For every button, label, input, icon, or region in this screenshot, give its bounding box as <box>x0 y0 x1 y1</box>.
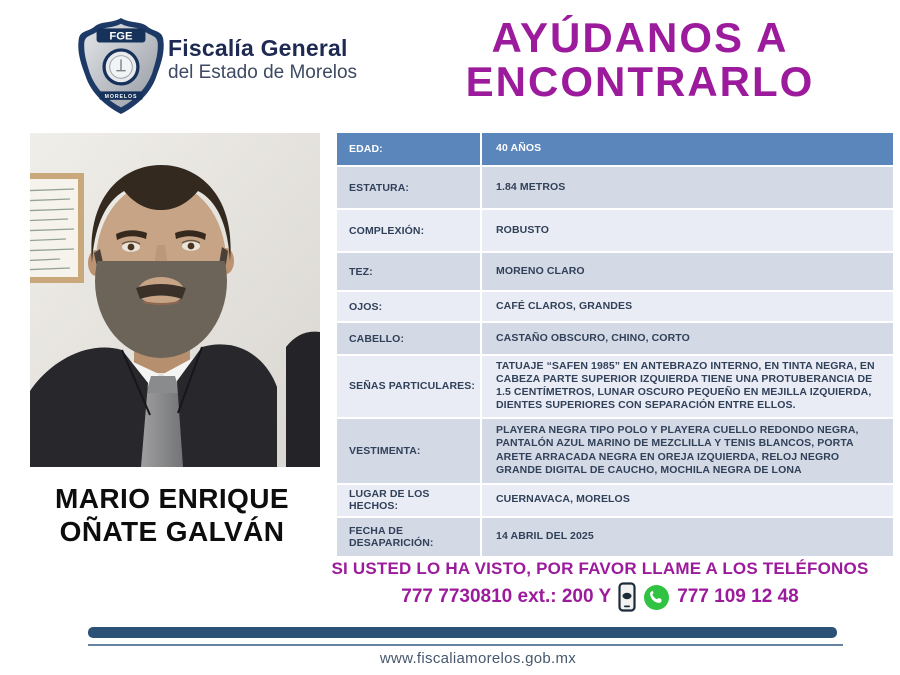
details-table <box>337 133 893 558</box>
table-row-value: MORENO CLARO <box>496 264 585 277</box>
footer-divider-bar <box>88 627 837 638</box>
table-row-value: TATUAJE “SAFEN 1985” EN ANTEBRAZO INTERNO, EN TINTA NEGRA, EN CABEZA PARTE SUPERIOR IZQUIERDA TIENE UNA PROTUBERANCIA DE 1.5 CENTÍMETROS, LUNAR OSCURO PEQUEÑO EN MEJILLA IZQUIERDA, DIENTES SUPERIORES CON SEPARACIÓN ENTRE ELLOS. <box>496 360 875 412</box>
table-row-label: VESTIMENTA: <box>337 419 482 483</box>
contact-block <box>300 559 900 612</box>
table-row-label: CABELLO: <box>337 323 482 354</box>
contact-phone-1: 777 7730810 ext.: 200 Y <box>401 586 612 607</box>
table-row-fecha-desaparicion <box>337 518 893 556</box>
table-row-tez <box>337 253 893 290</box>
footer-divider-line <box>88 644 843 646</box>
table-row-cabello <box>337 323 893 354</box>
table-row-ojos <box>337 292 893 321</box>
table-row-value: 40 AÑOS <box>496 142 542 155</box>
table-row-value: 14 ABRIL DEL 2025 <box>496 529 594 542</box>
table-row-value: CUERNAVACA, MORELOS <box>496 493 630 506</box>
table-row-label: SEÑAS PARTICULARES: <box>337 356 482 417</box>
table-row-lugar-hechos <box>337 485 893 516</box>
person-name-line2: OÑATE GALVÁN <box>59 516 285 548</box>
table-row-vestimenta <box>337 419 893 483</box>
agency-name-line2: del Estado de Morelos <box>168 61 358 83</box>
table-row-complexion <box>337 210 893 251</box>
table-row-label: OJOS: <box>337 292 482 321</box>
agency-name <box>168 36 357 83</box>
table-row-label: FECHA DE DESAPARICIÓN: <box>337 518 482 556</box>
person-name <box>8 482 336 548</box>
contact-message: SI USTED LO HA VISTO, POR FAVOR LLAME A LOS TELÉFONOS <box>331 559 869 578</box>
table-row-value: CASTAÑO OBSCURO, CHINO, CORTO <box>496 331 690 344</box>
whatsapp-icon <box>643 584 670 611</box>
framed-document <box>30 173 84 283</box>
table-row-label: COMPLEXIÓN: <box>337 210 482 251</box>
fge-badge-logo <box>74 16 168 116</box>
table-row-label: EDAD: <box>337 133 482 165</box>
table-row-value: 1.84 METROS <box>496 180 566 193</box>
poster-title <box>380 16 900 104</box>
table-row-value: CAFÉ CLAROS, GRANDES <box>496 299 633 312</box>
table-row-value: ROBUSTO <box>496 223 550 236</box>
table-row-senas-particulares <box>337 356 893 417</box>
person-name-line1: MARIO ENRIQUE <box>55 483 289 514</box>
missing-person-photo <box>30 133 320 467</box>
website-url: www.fiscaliamorelos.gob.mx <box>379 650 577 667</box>
contact-phone-2: 777 109 12 48 <box>677 586 799 607</box>
agency-name-line1: Fiscalía General <box>168 35 348 61</box>
table-row-estatura <box>337 167 893 208</box>
badge-bottom-text: MORELOS <box>104 93 138 100</box>
table-row-edad <box>337 133 893 165</box>
table-row-label: LUGAR DE LOS HECHOS: <box>337 485 482 516</box>
contact-phones <box>300 582 900 612</box>
poster-title-line1: AYÚDANOS A <box>491 14 789 61</box>
table-row-label: ESTATURA: <box>337 167 482 208</box>
poster-title-line2: ENCONTRARLO <box>465 58 815 106</box>
table-row-label: TEZ: <box>337 253 482 290</box>
cellphone-icon <box>618 582 636 612</box>
badge-top-text: FGE <box>109 30 133 43</box>
table-row-value: PLAYERA NEGRA TIPO POLO Y PLAYERA CUELLO REDONDO NEGRA, PANTALÓN AZUL MARINO DE MEZCLILLA Y TENIS BLANCOS, PORTA ARETE ARRACADA NEGRA EN OREJA IZQUIERDA, RELOJ NEGRO GRANDE DIGITAL DE CAUCHO, MOCHILA NEGRA DE LONA <box>496 424 859 476</box>
